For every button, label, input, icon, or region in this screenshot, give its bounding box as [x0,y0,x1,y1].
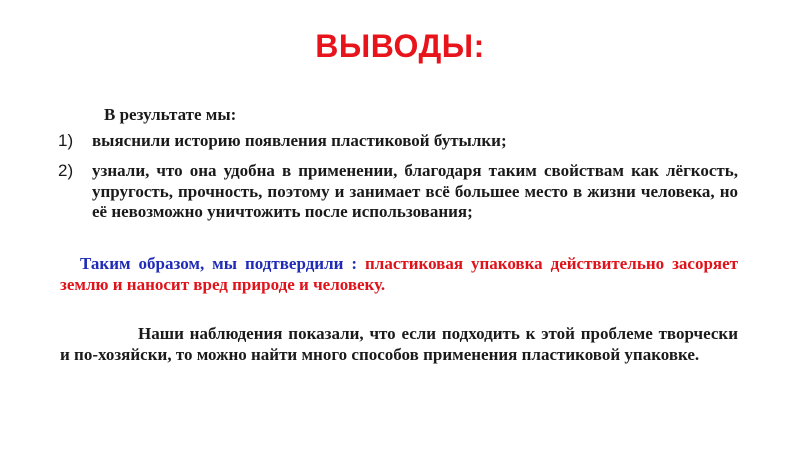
conclusion-lead: Таким образом, мы подтвердили : [80,254,358,273]
observations-text: Наши наблюдения показали, что если подходить к этой проблеме творчески и по-хозяйски, то можно найти много способов применения пластиковой упаковке. [60,324,738,364]
conclusion-statement: пластиковая упаковка действительно засоряет землю и наносит вред природе и человеку. [60,254,738,294]
observations-paragraph [60,323,738,365]
list-text: узнали, что она удобна в применении, благодаря таким свойствам как лёгкость, упругость, прочность, поэтому и занимает всё большее место в жизни человека, но её невозможно уничтожить после использования; [92,161,738,221]
list-number: 2) [58,161,74,180]
list-number: 1) [58,131,74,150]
slide-title: ВЫВОДЫ: [315,28,485,64]
intro-text: В результате мы: [104,105,237,124]
conclusion-paragraph [60,253,738,295]
list-text: выяснили историю появления пластиковой бутылки; [92,131,507,150]
